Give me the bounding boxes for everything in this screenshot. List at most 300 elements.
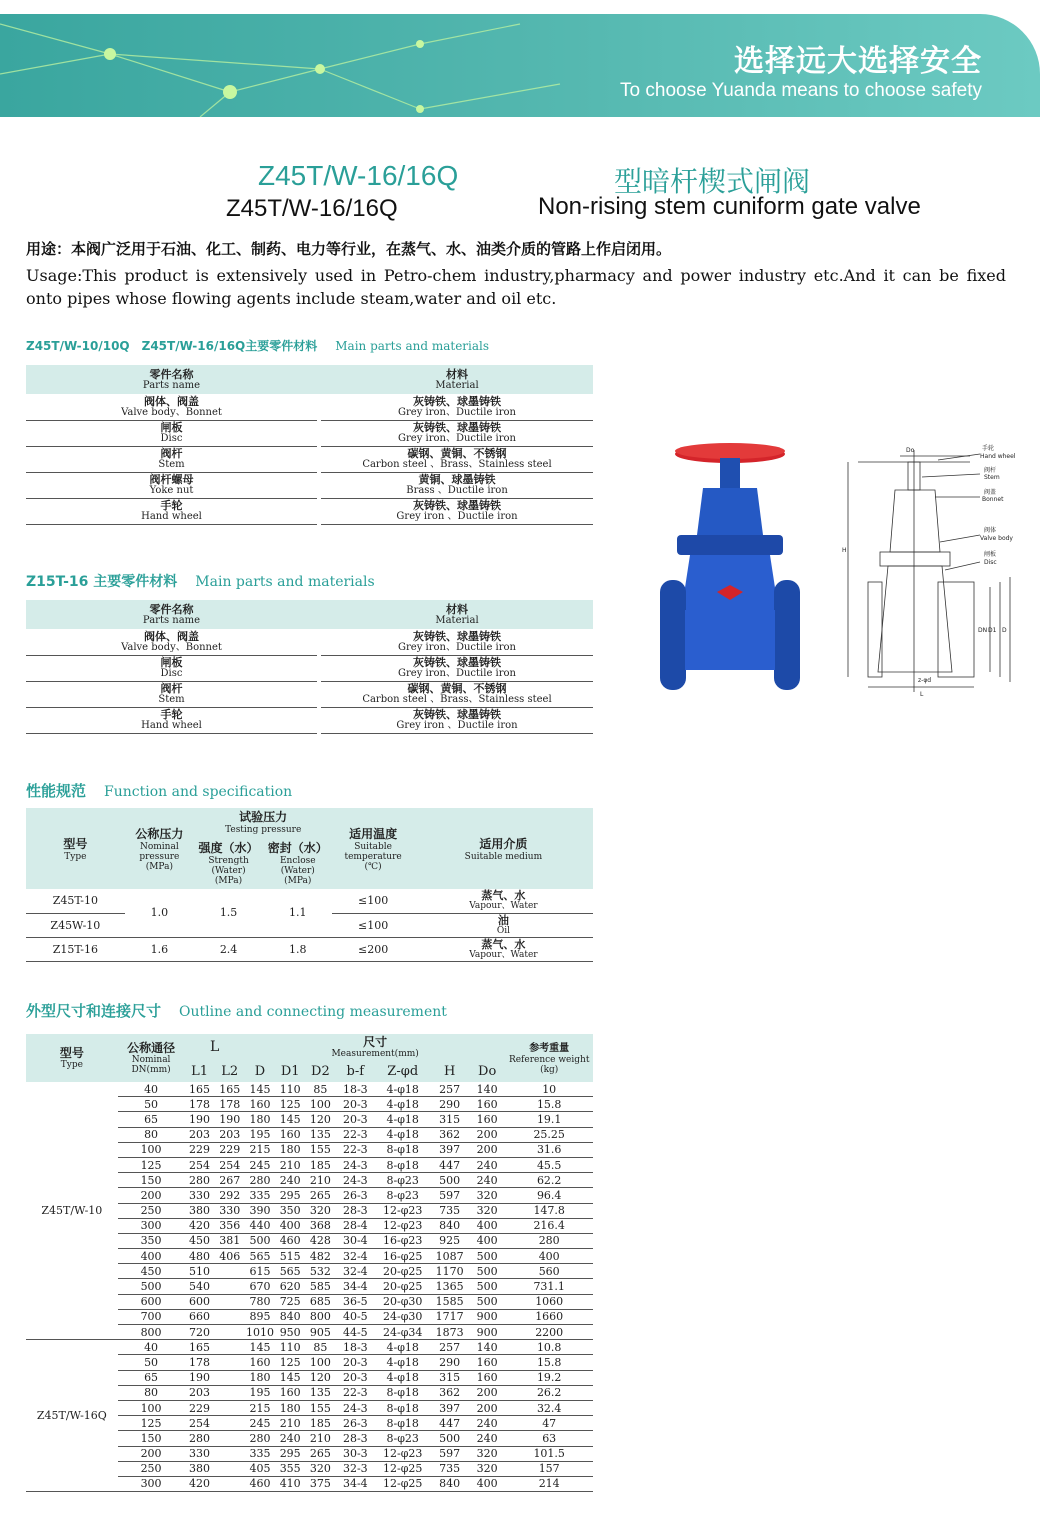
- part-material: 黄铜、球墨铸铁 Brass 、Ductile iron: [321, 472, 593, 498]
- dims-cell: 8-φ18: [375, 1142, 430, 1157]
- dims-cell: 155: [305, 1400, 335, 1415]
- dims-cell: 500: [469, 1279, 505, 1294]
- dims-cell: [215, 1325, 245, 1340]
- dims-cell: 500: [469, 1249, 505, 1264]
- svg-text:D: D: [1002, 627, 1007, 634]
- dims-cell: 24-3: [336, 1400, 376, 1415]
- dims-cell: 565: [245, 1249, 275, 1264]
- dims-cell: 257: [430, 1340, 469, 1355]
- dims-cell: 356: [215, 1218, 245, 1233]
- dims-cell: 125: [275, 1355, 305, 1370]
- dims-cell: 62.2: [505, 1173, 593, 1188]
- header-banner: [0, 14, 1040, 117]
- dims-cell: 12-φ23: [375, 1446, 430, 1461]
- dims-cell: 65: [118, 1370, 185, 1385]
- dims-cell: 515: [275, 1249, 305, 1264]
- dims-title-en: Outline and connecting measurement: [179, 1004, 447, 1020]
- dims-cell: 180: [245, 1112, 275, 1127]
- svg-text:阀盖: 阀盖: [984, 489, 997, 496]
- dims-cell: 135: [305, 1385, 335, 1400]
- dims-cell: 320: [469, 1188, 505, 1203]
- svg-text:Bonnet: Bonnet: [982, 496, 1004, 503]
- dims-cell: 410: [275, 1476, 305, 1491]
- valve-drawing: [840, 442, 1030, 702]
- parts1-title-cn: Z45T/W-10/10Q Z45T/W-16/16Q主要零件材料: [26, 339, 318, 353]
- dims-cell: 20-3: [336, 1097, 376, 1112]
- part-material: 灰铸铁、球墨铸铁 Grey iron、Ductile iron: [321, 394, 593, 420]
- dims-cell: 24-3: [336, 1157, 376, 1172]
- dims-cell: 216.4: [505, 1218, 593, 1233]
- dims-cell: 420: [184, 1476, 214, 1491]
- dims-cell: 229: [184, 1142, 214, 1157]
- dims-cell: 31.6: [505, 1142, 593, 1157]
- dims-cell: 20-φ30: [375, 1294, 430, 1309]
- dims-cell: 150: [118, 1431, 185, 1446]
- dims-cell: 145: [245, 1340, 275, 1355]
- dims-cell: 229: [184, 1400, 214, 1415]
- dims-cell: 500: [245, 1233, 275, 1248]
- dims-cell: 40: [118, 1340, 185, 1355]
- part-name: 阀体、阀盖 Valve body、Bonnet: [26, 629, 317, 655]
- dims-cell: 330: [184, 1188, 214, 1203]
- svg-text:L: L: [920, 691, 924, 698]
- dims-cell: 925: [430, 1233, 469, 1248]
- parts-row: [26, 472, 593, 498]
- dims-cell: 125: [118, 1416, 185, 1431]
- parts2-header-row: [26, 600, 593, 629]
- dims-cell: 720: [184, 1325, 214, 1340]
- dims-cell: 450: [184, 1233, 214, 1248]
- svg-text:Do: Do: [906, 447, 915, 454]
- parts-row: [26, 498, 593, 524]
- dims-cell: 4-φ18: [375, 1097, 430, 1112]
- dims-cell: 32.4: [505, 1400, 593, 1415]
- dims-cell: 330: [215, 1203, 245, 1218]
- dims-cell: 200: [118, 1188, 185, 1203]
- spec-head-strength: 强度（水） Strength (Water) (MPa): [194, 835, 263, 889]
- dims-cell: 565: [275, 1264, 305, 1279]
- dims-col-header: D: [245, 1060, 275, 1082]
- svg-text:Disc: Disc: [984, 559, 997, 566]
- dims-cell: 780: [245, 1294, 275, 1309]
- dims-cell: 280: [245, 1173, 275, 1188]
- spec-head-enclose: 密封（水） Enclose (Water) (MPa): [263, 835, 332, 889]
- dims-cell: 214: [505, 1476, 593, 1491]
- dims-cell: 180: [275, 1400, 305, 1415]
- dims-cell: 368: [305, 1218, 335, 1233]
- dims-cell: 500: [118, 1279, 185, 1294]
- dims-cell: 330: [184, 1446, 214, 1461]
- dims-col-header: L2: [215, 1060, 245, 1082]
- dims-cell: 50: [118, 1097, 185, 1112]
- dims-cell: 26-3: [336, 1188, 376, 1203]
- dims-cell: 110: [275, 1340, 305, 1355]
- dims-head-type: 型号 Type: [26, 1034, 118, 1082]
- dims-cell: 300: [118, 1476, 185, 1491]
- dims-cell: 397: [430, 1142, 469, 1157]
- parts2-table: [26, 600, 593, 734]
- dims-cell: 36-5: [336, 1294, 376, 1309]
- dims-cell: 110: [275, 1082, 305, 1097]
- dims-cell: 615: [245, 1264, 275, 1279]
- dims-col-header: b-f: [336, 1060, 376, 1082]
- dims-cell: 265: [305, 1446, 335, 1461]
- svg-text:手轮: 手轮: [982, 445, 995, 452]
- svg-text:Stem: Stem: [984, 474, 1000, 481]
- dims-cell: 180: [245, 1370, 275, 1385]
- dims-cell: 400: [118, 1249, 185, 1264]
- valve-photo: [655, 440, 805, 696]
- dims-cell: 250: [118, 1203, 185, 1218]
- dims-cell: 100: [305, 1355, 335, 1370]
- dims-cell: 380: [184, 1461, 214, 1476]
- dims-cell: 950: [275, 1325, 305, 1340]
- dims-cell: 160: [275, 1127, 305, 1142]
- dims-cell: 10: [505, 1082, 593, 1097]
- dims-cell: 335: [245, 1446, 275, 1461]
- dims-cell: 380: [184, 1203, 214, 1218]
- dims-cell: 120: [305, 1112, 335, 1127]
- parts1-title-en: Main parts and materials: [335, 339, 490, 353]
- svg-text:H: H: [842, 547, 847, 554]
- dims-cell: 34-4: [336, 1279, 376, 1294]
- dims-cell: 26-3: [336, 1416, 376, 1431]
- dims-cell: [215, 1370, 245, 1385]
- svg-text:DN: DN: [978, 627, 988, 634]
- dims-cell: 135: [305, 1127, 335, 1142]
- dims-cell: 155: [305, 1142, 335, 1157]
- dims-cell: 4-φ18: [375, 1112, 430, 1127]
- dims-cell: 165: [184, 1340, 214, 1355]
- dims-cell: 160: [275, 1385, 305, 1400]
- dims-cell: 335: [245, 1188, 275, 1203]
- dims-cell: 905: [305, 1325, 335, 1340]
- part-name: 闸板 Disc: [26, 420, 317, 446]
- parts-row: [26, 394, 593, 420]
- dims-cell: 30-3: [336, 1446, 376, 1461]
- dims-col-header: Do: [469, 1060, 505, 1082]
- part-name: 闸板 Disc: [26, 655, 317, 681]
- dims-cell: 1087: [430, 1249, 469, 1264]
- dims-cell: 8-φ23: [375, 1431, 430, 1446]
- dims-cell: 165: [184, 1082, 214, 1097]
- dims-cell: 240: [469, 1431, 505, 1446]
- dims-cell: 1365: [430, 1279, 469, 1294]
- dims-cell: 215: [245, 1142, 275, 1157]
- dims-cell: 210: [275, 1157, 305, 1172]
- dims-cell: 600: [118, 1294, 185, 1309]
- dims-cell: 362: [430, 1127, 469, 1142]
- dims-cell: 20-φ25: [375, 1279, 430, 1294]
- dims-cell: 447: [430, 1416, 469, 1431]
- dims-cell: 34-4: [336, 1476, 376, 1491]
- dims-cell: 406: [215, 1249, 245, 1264]
- slogan-en: To choose Yuanda means to choose safety: [620, 80, 982, 101]
- dims-col-header: Z-φd: [375, 1060, 430, 1082]
- dims-cell: 20-φ25: [375, 1264, 430, 1279]
- product-name-cn: 型暗杆楔式闸阀: [614, 165, 811, 198]
- model-subtitle: Z45T/W-16/16Q: [226, 195, 398, 222]
- usage-cn: 用途：本阀广泛用于石油、化工、制药、电力等行业，在蒸气、水、油类介质的管路上作启闭用。: [26, 240, 672, 258]
- part-material: 碳钢、黄铜、不锈钢 Carbon steel 、Brass、Stainless steel: [321, 446, 593, 472]
- dims-cell: 140: [469, 1082, 505, 1097]
- dims-cell: 12-φ23: [375, 1203, 430, 1218]
- part-material: 灰铸铁、球墨铸铁 Grey iron 、Ductile iron: [321, 498, 593, 524]
- dims-cell: 160: [469, 1112, 505, 1127]
- dims-cell: 120: [305, 1370, 335, 1385]
- dims-cell: 4-φ18: [375, 1082, 430, 1097]
- dims-cell: 40: [118, 1082, 185, 1097]
- dims-cell: 10.8: [505, 1340, 593, 1355]
- dims-cell: 315: [430, 1370, 469, 1385]
- usage-en: Usage:This product is extensively used in Petro-chem industry,pharmacy and power industry etc.And it can be fixed onto pipes whose flowing agents include steam,water and oil etc.: [26, 266, 1006, 308]
- dims-cell: 397: [430, 1400, 469, 1415]
- dims-cell: 190: [184, 1112, 214, 1127]
- dims-cell: 320: [469, 1461, 505, 1476]
- dims-cell: 26.2: [505, 1385, 593, 1400]
- dims-cell: 80: [118, 1385, 185, 1400]
- dims-cell: 250: [118, 1461, 185, 1476]
- dims-cell: 8-φ23: [375, 1173, 430, 1188]
- dims-cell: 4-φ18: [375, 1340, 430, 1355]
- dims-cell: 25.25: [505, 1127, 593, 1142]
- parts-row: [26, 655, 593, 681]
- dims-cell: [215, 1400, 245, 1415]
- dims-cell: 381: [215, 1233, 245, 1248]
- dims-cell: 265: [305, 1188, 335, 1203]
- dims-cell: 500: [469, 1264, 505, 1279]
- dims-cell: [215, 1385, 245, 1400]
- parts2-title-cn: Z15T-16 主要零件材料: [26, 574, 178, 590]
- dims-cell: 200: [118, 1446, 185, 1461]
- parts-row: [26, 707, 593, 733]
- dims-cell: 44-5: [336, 1325, 376, 1340]
- spec-head-test: 试验压力 Testing pressure: [194, 808, 332, 835]
- slogan-cn: 选择远大选择安全: [734, 44, 982, 79]
- dims-cell: 254: [184, 1416, 214, 1431]
- dims-cell: 8-φ18: [375, 1385, 430, 1400]
- dims-cell: 257: [430, 1082, 469, 1097]
- dims-cell: 160: [469, 1097, 505, 1112]
- dims-cell: 240: [275, 1431, 305, 1446]
- dims-cell: 2200: [505, 1325, 593, 1340]
- dims-cell: 731.1: [505, 1279, 593, 1294]
- dims-cell: 295: [275, 1446, 305, 1461]
- dims-cell: 80: [118, 1127, 185, 1142]
- dims-cell: 50: [118, 1355, 185, 1370]
- dims-cell: 210: [275, 1416, 305, 1431]
- dims-cell: 1585: [430, 1294, 469, 1309]
- dims-cell: 400: [505, 1249, 593, 1264]
- dims-cell: 500: [469, 1294, 505, 1309]
- parts-row: [26, 629, 593, 655]
- dims-cell: 160: [245, 1097, 275, 1112]
- dims-cell: 597: [430, 1188, 469, 1203]
- dims-cell: 190: [215, 1112, 245, 1127]
- dims-cell: 840: [275, 1309, 305, 1324]
- dims-cell: 240: [469, 1173, 505, 1188]
- dims-cell: 900: [469, 1309, 505, 1324]
- dims-cell: 447: [430, 1157, 469, 1172]
- dims-cell: [215, 1476, 245, 1491]
- dims-cell: 100: [118, 1400, 185, 1415]
- dims-cell: 24-3: [336, 1173, 376, 1188]
- dims-cell: 4-φ18: [375, 1370, 430, 1385]
- dims-cell: 1873: [430, 1325, 469, 1340]
- dims-cell: 215: [245, 1400, 275, 1415]
- dims-cell: 20-3: [336, 1355, 376, 1370]
- dims-cell: 203: [215, 1127, 245, 1142]
- parts1-table: [26, 365, 593, 525]
- dims-cell: 190: [184, 1370, 214, 1385]
- parts2-head-material: 材料 Material: [321, 600, 593, 629]
- dims-cell: 101.5: [505, 1446, 593, 1461]
- dims-cell: 735: [430, 1461, 469, 1476]
- dims-cell: 245: [245, 1157, 275, 1172]
- dims-cell: 178: [215, 1097, 245, 1112]
- dims-cell: [215, 1264, 245, 1279]
- dims-cell: 320: [469, 1446, 505, 1461]
- spec-head-type: 型号 Type: [26, 808, 125, 889]
- svg-text:D1: D1: [988, 627, 997, 634]
- dims-cell: 145: [275, 1370, 305, 1385]
- svg-text:Hand wheel: Hand wheel: [980, 453, 1016, 460]
- dims-cell: 18-3: [336, 1082, 376, 1097]
- part-name: 阀体、阀盖 Valve body、Bonnet: [26, 394, 317, 420]
- parts-row: [26, 446, 593, 472]
- dims-row: [26, 1340, 593, 1355]
- dims-cell: 200: [469, 1142, 505, 1157]
- parts1-head-material: 材料 Material: [321, 365, 593, 394]
- spec-head-pn: 公称压力 Nominal pressure (MPa): [125, 808, 194, 889]
- dims-cell: 670: [245, 1279, 275, 1294]
- dims-cell: 400: [469, 1218, 505, 1233]
- dims-cell: 685: [305, 1294, 335, 1309]
- parts1-header-row: [26, 365, 593, 394]
- dims-cell: 375: [305, 1476, 335, 1491]
- dims-cell: [215, 1416, 245, 1431]
- spec-table: [26, 808, 593, 962]
- dims-cell: 16-φ23: [375, 1233, 430, 1248]
- dims-cell: 4-φ18: [375, 1127, 430, 1142]
- parts1-head-part: 零件名称 Parts name: [26, 365, 317, 394]
- dims-cell: 560: [505, 1264, 593, 1279]
- dims-cell: 18-3: [336, 1340, 376, 1355]
- dims-cell: 254: [184, 1157, 214, 1172]
- product-name-en: Non-rising stem cuniform gate valve: [538, 193, 921, 220]
- dims-cell: 160: [245, 1355, 275, 1370]
- dims-cell: 85: [305, 1340, 335, 1355]
- dims-cell: 185: [305, 1157, 335, 1172]
- dims-cell: 145: [245, 1082, 275, 1097]
- dims-cell: 28-3: [336, 1431, 376, 1446]
- dims-cell: 280: [184, 1431, 214, 1446]
- dims-cell: 195: [245, 1127, 275, 1142]
- dims-cell: 157: [505, 1461, 593, 1476]
- part-name: 阀杆 Stem: [26, 681, 317, 707]
- dims-cell: 8-φ23: [375, 1188, 430, 1203]
- dims-cell: 450: [118, 1264, 185, 1279]
- dims-cell: 160: [469, 1370, 505, 1385]
- part-name: 阀杆螺母 Yoke nut: [26, 472, 317, 498]
- dims-cell: 480: [184, 1249, 214, 1264]
- dims-cell: 620: [275, 1279, 305, 1294]
- dims-cell: 840: [430, 1218, 469, 1233]
- part-material: 碳钢、黄铜、不锈钢 Carbon steel 、Brass、Stainless steel: [321, 681, 593, 707]
- dims-cell: 240: [275, 1173, 305, 1188]
- svg-text:阀杆: 阀杆: [984, 467, 997, 474]
- dims-cell: 597: [430, 1446, 469, 1461]
- parts2-head-part: 零件名称 Parts name: [26, 600, 317, 629]
- dims-cell: 420: [184, 1218, 214, 1233]
- dims-cell: 735: [430, 1203, 469, 1218]
- dims-cell: 145: [275, 1112, 305, 1127]
- part-material: 灰铸铁、球墨铸铁 Grey iron、Ductile iron: [321, 420, 593, 446]
- dims-cell: 290: [430, 1355, 469, 1370]
- dims-cell: 660: [184, 1309, 214, 1324]
- dims-cell: 28-4: [336, 1218, 376, 1233]
- dims-cell: 28-3: [336, 1203, 376, 1218]
- dims-cell: 405: [245, 1461, 275, 1476]
- dims-cell: 180: [275, 1142, 305, 1157]
- dims-cell: 280: [184, 1173, 214, 1188]
- dims-cell: 300: [118, 1218, 185, 1233]
- dims-cell: 178: [184, 1355, 214, 1370]
- dims-cell: 290: [430, 1097, 469, 1112]
- dims-cell: 254: [215, 1157, 245, 1172]
- dims-cell: 15.8: [505, 1097, 593, 1112]
- dims-cell: 22-3: [336, 1127, 376, 1142]
- dims-cell: 19.1: [505, 1112, 593, 1127]
- dims-cell: 800: [118, 1325, 185, 1340]
- dims-cell: 150: [118, 1173, 185, 1188]
- spec-head-temp: 适用温度 Suitable temperature (℃): [332, 808, 413, 889]
- dims-cell: 482: [305, 1249, 335, 1264]
- dims-cell: 8-φ18: [375, 1416, 430, 1431]
- dims-cell: 1010: [245, 1325, 274, 1339]
- part-name: 手轮 Hand wheel: [26, 707, 317, 733]
- dims-cell: 85: [305, 1082, 335, 1097]
- dims-cell: 65: [118, 1112, 185, 1127]
- dims-cell: 355: [275, 1461, 305, 1476]
- dims-cell: 210: [305, 1173, 335, 1188]
- dims-cell: 900: [469, 1325, 505, 1340]
- part-material: 灰铸铁、球墨铸铁 Grey iron、Ductile iron: [321, 629, 593, 655]
- part-name: 阀杆 Stem: [26, 446, 317, 472]
- dims-cell: 24-φ34: [375, 1325, 430, 1340]
- dims-cell: 147.8: [505, 1203, 593, 1218]
- dims-row: [26, 1082, 593, 1097]
- dims-cell: [215, 1431, 245, 1446]
- dims-cell: 19.2: [505, 1370, 593, 1385]
- spec-title-en: Function and specification: [104, 784, 293, 800]
- dims-cell: 185: [305, 1416, 335, 1431]
- spec-row: Z45T-10 1.0 1.5 1.1 ≤100 蒸气、水 Vapour、Water: [26, 889, 593, 913]
- dims-col-header: L1: [184, 1060, 214, 1082]
- dims-cell: 540: [184, 1279, 214, 1294]
- svg-text:阀体: 阀体: [984, 527, 997, 534]
- dims-cell: 725: [275, 1294, 305, 1309]
- dims-head-weight: 参考重量 Reference weight (kg): [505, 1034, 593, 1082]
- dims-col-header: H: [430, 1060, 469, 1082]
- part-name: 手轮 Hand wheel: [26, 498, 317, 524]
- dims-cell: 362: [430, 1385, 469, 1400]
- dims-head-dn: 公称通径 Nominal DN(mm): [118, 1034, 185, 1082]
- dims-cell: 350: [118, 1233, 185, 1248]
- dims-cell: 125: [118, 1157, 185, 1172]
- parts1-section-title: [26, 337, 489, 354]
- dims-cell: 15.8: [505, 1355, 593, 1370]
